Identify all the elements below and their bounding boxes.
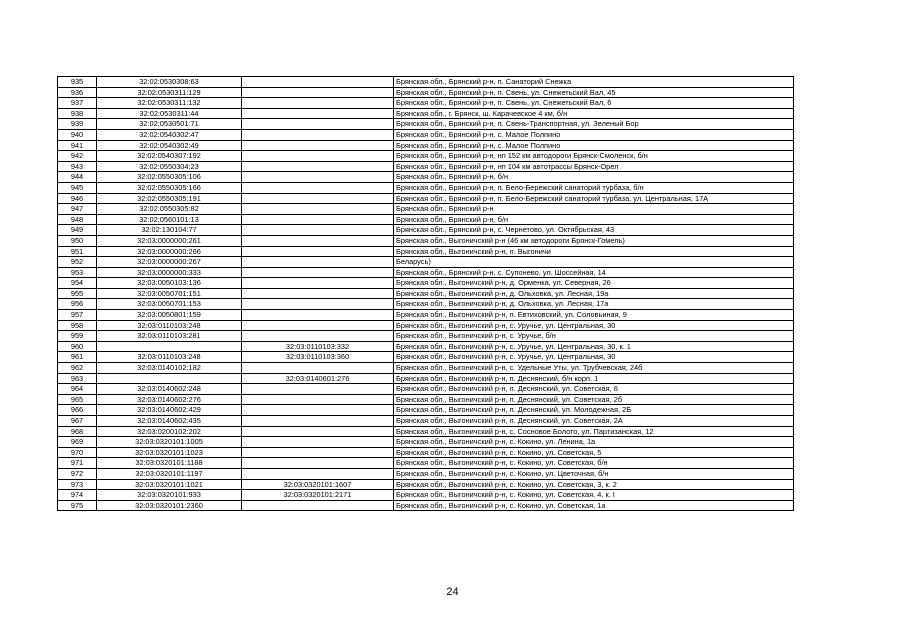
related-number-cell bbox=[242, 119, 394, 130]
cadastral-number-cell bbox=[97, 373, 242, 384]
related-number-cell bbox=[242, 172, 394, 183]
table-row bbox=[58, 182, 794, 193]
address-cell: Брянская обл., Выгоничский р-н (46 км автодороги Брянск-Гомель) bbox=[394, 235, 794, 246]
table-row bbox=[58, 257, 794, 268]
page-number: 24 bbox=[446, 586, 459, 598]
cadastral-number-cell: 32:03:0000000:333 bbox=[97, 267, 242, 278]
row-number-cell: 970 bbox=[58, 447, 97, 458]
row-number-cell: 969 bbox=[58, 437, 97, 448]
table-row bbox=[58, 320, 794, 331]
row-number-cell: 965 bbox=[58, 394, 97, 405]
related-number-cell bbox=[242, 235, 394, 246]
related-number-cell bbox=[242, 87, 394, 98]
row-number-cell: 945 bbox=[58, 182, 97, 193]
row-number-cell: 975 bbox=[58, 500, 97, 511]
address-cell: Брянская обл., Выгоничский р-н, д. Ольховка, ул. Лесная, 17а bbox=[394, 299, 794, 310]
table-row bbox=[58, 437, 794, 448]
related-number-cell bbox=[242, 384, 394, 395]
address-cell: Брянская обл., Выгоничский р-н, п. Деснянский, ул. Советская, 6 bbox=[394, 384, 794, 395]
related-number-cell bbox=[242, 426, 394, 437]
row-number-cell: 961 bbox=[58, 352, 97, 363]
address-cell: Брянская обл., Выгоничский р-н, д. Орменка, ул. Северная, 26 bbox=[394, 278, 794, 289]
table-row bbox=[58, 172, 794, 183]
related-number-cell: 32:03:0320101:1607 bbox=[242, 479, 394, 490]
related-number-cell bbox=[242, 214, 394, 225]
table-row bbox=[58, 108, 794, 119]
cadastral-number-cell: 32:02:0540302:47 bbox=[97, 129, 242, 140]
table-row bbox=[58, 500, 794, 511]
cadastral-number-cell: 32:03:0140602:248 bbox=[97, 384, 242, 395]
row-number-cell: 971 bbox=[58, 458, 97, 469]
related-number-cell bbox=[242, 500, 394, 511]
row-number-cell: 967 bbox=[58, 416, 97, 427]
table-row bbox=[58, 161, 794, 172]
address-cell: Брянская обл., Выгоничский р-н, п. Евтиховский, ул. Соловьиная, 9 bbox=[394, 310, 794, 321]
address-cell: Брянская обл., Выгоничский р-н, п. Деснянский, б/н корп. 1 bbox=[394, 373, 794, 384]
address-cell: Брянская обл., Брянский р-н, б/н bbox=[394, 172, 794, 183]
row-number-cell: 947 bbox=[58, 204, 97, 215]
cadastral-number-cell: 32:02:0540307:192 bbox=[97, 151, 242, 162]
table-row bbox=[58, 405, 794, 416]
table-row bbox=[58, 468, 794, 479]
related-number-cell bbox=[242, 416, 394, 427]
row-number-cell: 942 bbox=[58, 151, 97, 162]
address-cell: Брянская обл., Брянский р-н, п. Санаторий Снежка bbox=[394, 77, 794, 88]
cadastral-number-cell: 32:03:0050701:153 bbox=[97, 299, 242, 310]
cadastral-table bbox=[57, 76, 794, 511]
related-number-cell bbox=[242, 437, 394, 448]
address-cell: Брянская обл., Брянский р-н, п. Свень-Транспортная, ул. Зеленый Бор bbox=[394, 119, 794, 130]
table-row bbox=[58, 447, 794, 458]
row-number-cell: 959 bbox=[58, 331, 97, 342]
row-number-cell: 952 bbox=[58, 257, 97, 268]
table-row bbox=[58, 119, 794, 130]
row-number-cell: 963 bbox=[58, 373, 97, 384]
cadastral-number-cell: 32:02:0550305:166 bbox=[97, 182, 242, 193]
address-cell: Брянская обл., Выгоничский р-н, с. Кокино, ул. Советская, 1а bbox=[394, 500, 794, 511]
row-number-cell: 957 bbox=[58, 310, 97, 321]
table-row bbox=[58, 384, 794, 395]
address-cell: Брянская обл., Брянский р-н, с. Супонево, ул. Шоссейная, 14 bbox=[394, 267, 794, 278]
address-cell: Брянская обл., Выгоничский р-н, с. Уручье, б/н bbox=[394, 331, 794, 342]
address-cell: Брянская обл., Выгоничский р-н, с. Уручье, ул. Центральная, 30 bbox=[394, 352, 794, 363]
row-number-cell: 956 bbox=[58, 299, 97, 310]
address-cell: Брянская обл., Брянский р-н, б/н bbox=[394, 214, 794, 225]
cadastral-number-cell: 32:03:0000000:261 bbox=[97, 235, 242, 246]
row-number-cell: 966 bbox=[58, 405, 97, 416]
related-number-cell bbox=[242, 77, 394, 88]
related-number-cell bbox=[242, 468, 394, 479]
row-number-cell: 960 bbox=[58, 341, 97, 352]
row-number-cell: 938 bbox=[58, 108, 97, 119]
row-number-cell: 953 bbox=[58, 267, 97, 278]
cadastral-number-cell: 32:02:130104:77 bbox=[97, 225, 242, 236]
related-number-cell bbox=[242, 246, 394, 257]
address-cell: Брянская обл., Брянский р-н, нп 152 км автодороги Брянск-Смоленск, б/н bbox=[394, 151, 794, 162]
address-cell: Брянская обл., Брянский р-н, п. Бело-Бережский санаторий турбаза, б/н bbox=[394, 182, 794, 193]
related-number-cell bbox=[242, 98, 394, 109]
row-number-cell: 941 bbox=[58, 140, 97, 151]
table-row bbox=[58, 288, 794, 299]
related-number-cell bbox=[242, 394, 394, 405]
cadastral-number-cell: 32:03:0200102:202 bbox=[97, 426, 242, 437]
address-cell: Брянская обл., Выгоничский р-н, п. Выгоничи bbox=[394, 246, 794, 257]
address-cell: Брянская обл., Выгоничский р-н, с. Кокино, ул. Советская, б/н bbox=[394, 458, 794, 469]
related-number-cell bbox=[242, 363, 394, 374]
address-cell: Брянская обл., Выгоничский р-н, с. Кокино, ул. Советская, 3, к. 2 bbox=[394, 479, 794, 490]
related-number-cell: 32:03:0320101:2171 bbox=[242, 490, 394, 501]
table-row bbox=[58, 87, 794, 98]
cadastral-number-cell: 32:03:0050701:151 bbox=[97, 288, 242, 299]
table-row bbox=[58, 490, 794, 501]
address-cell: Брянская обл., Выгоничский р-н, с. Кокино, ул. Советская, 4, к. I bbox=[394, 490, 794, 501]
row-number-cell: 946 bbox=[58, 193, 97, 204]
row-number-cell: 974 bbox=[58, 490, 97, 501]
table-row bbox=[58, 267, 794, 278]
address-cell: Брянская обл., Брянский р-н, с. Малое Полпино bbox=[394, 129, 794, 140]
table-row bbox=[58, 352, 794, 363]
related-number-cell: 32:03:0110103:360 bbox=[242, 352, 394, 363]
related-number-cell: 32:03:0140601:276 bbox=[242, 373, 394, 384]
cadastral-number-cell: 32:02:0560101:13 bbox=[97, 214, 242, 225]
table-row bbox=[58, 426, 794, 437]
row-number-cell: 955 bbox=[58, 288, 97, 299]
related-number-cell bbox=[242, 108, 394, 119]
cadastral-number-cell: 32:03:0140602:429 bbox=[97, 405, 242, 416]
row-number-cell: 972 bbox=[58, 468, 97, 479]
address-cell: Брянская обл., Выгоничский р-н, п. Деснянский, ул. Советская, 2б bbox=[394, 394, 794, 405]
address-cell: Брянская обл., Брянский р-н, п. Свень, ул. Снежетьский Вал, 6 bbox=[394, 98, 794, 109]
cadastral-number-cell: 32:02:0550305:191 bbox=[97, 193, 242, 204]
cadastral-number-cell: 32:02:0540302:49 bbox=[97, 140, 242, 151]
address-cell: Брянская обл., Брянский р-н bbox=[394, 204, 794, 215]
related-number-cell bbox=[242, 447, 394, 458]
cadastral-number-cell: 32:03:0320101:1005 bbox=[97, 437, 242, 448]
related-number-cell bbox=[242, 161, 394, 172]
related-number-cell bbox=[242, 129, 394, 140]
related-number-cell bbox=[242, 288, 394, 299]
table-row bbox=[58, 235, 794, 246]
table-row bbox=[58, 278, 794, 289]
table-row bbox=[58, 77, 794, 88]
related-number-cell bbox=[242, 458, 394, 469]
cadastral-number-cell: 32:03:0320101:1023 bbox=[97, 447, 242, 458]
address-cell: Брянская обл., Брянский р-н, нп 104 км автотрассы Брянск-Орел bbox=[394, 161, 794, 172]
address-cell: Брянская обл., Выгоничский р-н, с. Уручье, ул. Центральная, 30, к. 1 bbox=[394, 341, 794, 352]
address-cell: Брянская обл., Выгоничский р-н, п. Деснянский, ул. Молодежная, 2Б bbox=[394, 405, 794, 416]
row-number-cell: 968 bbox=[58, 426, 97, 437]
row-number-cell: 954 bbox=[58, 278, 97, 289]
row-number-cell: 973 bbox=[58, 479, 97, 490]
related-number-cell bbox=[242, 193, 394, 204]
table-row bbox=[58, 310, 794, 321]
cadastral-number-cell: 32:03:0000000:266 bbox=[97, 246, 242, 257]
cadastral-number-cell: 32:03:0050103:136 bbox=[97, 278, 242, 289]
address-cell: Брянская обл., Брянский р-н, с. Малое Полпино bbox=[394, 140, 794, 151]
cadastral-number-cell: 32:02:0530311:129 bbox=[97, 87, 242, 98]
cadastral-number-cell: 32:02:0530501:71 bbox=[97, 119, 242, 130]
row-number-cell: 940 bbox=[58, 129, 97, 140]
related-number-cell bbox=[242, 278, 394, 289]
cadastral-number-cell: 32:03:0320101:933 bbox=[97, 490, 242, 501]
address-cell: Брянская обл., Выгоничский р-н, с. Кокино, ул. Советская, 5 bbox=[394, 447, 794, 458]
related-number-cell bbox=[242, 225, 394, 236]
cadastral-number-cell: 32:02:0550304:23 bbox=[97, 161, 242, 172]
related-number-cell bbox=[242, 320, 394, 331]
address-cell: Брянская обл., Брянский р-н, п. Бело-Бережский санаторий турбаза, ул. Центральная, 17А bbox=[394, 193, 794, 204]
address-cell: Брянская обл., г. Брянск, ш. Карачевское 4 км, б/н bbox=[394, 108, 794, 119]
related-number-cell bbox=[242, 267, 394, 278]
table-row bbox=[58, 458, 794, 469]
table-row bbox=[58, 246, 794, 257]
cadastral-number-cell: 32:03:0320101:1021 bbox=[97, 479, 242, 490]
row-number-cell: 944 bbox=[58, 172, 97, 183]
cadastral-number-cell: 32:03:0320101:1188 bbox=[97, 458, 242, 469]
row-number-cell: 964 bbox=[58, 384, 97, 395]
cadastral-number-cell: 32:02:0530311:44 bbox=[97, 108, 242, 119]
table-body bbox=[58, 77, 794, 511]
cadastral-number-cell: 32:03:0140602:276 bbox=[97, 394, 242, 405]
row-number-cell: 936 bbox=[58, 87, 97, 98]
row-number-cell: 948 bbox=[58, 214, 97, 225]
row-number-cell: 949 bbox=[58, 225, 97, 236]
table-row bbox=[58, 151, 794, 162]
address-cell: Брянская обл., Выгоничский р-н, с. Кокино, ул. Ленина, 1а bbox=[394, 437, 794, 448]
table-row bbox=[58, 225, 794, 236]
cadastral-number-cell: 32:02:0550305:106 bbox=[97, 172, 242, 183]
table-row bbox=[58, 129, 794, 140]
address-cell: Брянская обл., Брянский р-н, п. Свень, ул. Снежетьский Вал, 45 bbox=[394, 87, 794, 98]
cadastral-number-cell: 32:02:0530311:132 bbox=[97, 98, 242, 109]
cadastral-number-cell: 32:03:0320101:2360 bbox=[97, 500, 242, 511]
cadastral-number-cell: 32:03:0110103:248 bbox=[97, 320, 242, 331]
table-row bbox=[58, 363, 794, 374]
table-row bbox=[58, 479, 794, 490]
address-cell: Брянская обл., Выгоничский р-н, с. Сосновое Болото, ул. Партизанская, 12 bbox=[394, 426, 794, 437]
table-row bbox=[58, 299, 794, 310]
related-number-cell bbox=[242, 204, 394, 215]
address-cell: Брянская обл., Выгоничский р-н, с. Уручье, ул. Центральная, 30 bbox=[394, 320, 794, 331]
table-row bbox=[58, 140, 794, 151]
related-number-cell bbox=[242, 257, 394, 268]
related-number-cell: 32:03:0110103:332 bbox=[242, 341, 394, 352]
related-number-cell bbox=[242, 182, 394, 193]
row-number-cell: 937 bbox=[58, 98, 97, 109]
cadastral-number-cell: 32:02:0530308:63 bbox=[97, 77, 242, 88]
address-cell: Брянская обл., Выгоничский р-н, с. Кокино, ул. Цветочная, б/н bbox=[394, 468, 794, 479]
related-number-cell bbox=[242, 151, 394, 162]
cadastral-number-cell: 32:03:0050801:159 bbox=[97, 310, 242, 321]
cadastral-number-cell: 32:03:0140602:435 bbox=[97, 416, 242, 427]
address-cell: Брянская обл., Выгоничский р-н, с. Удельные Уты, ул. Трубчевская, 24б bbox=[394, 363, 794, 374]
table-row bbox=[58, 394, 794, 405]
address-cell: Брянская обл., Выгоничский р-н, п. Деснянский, ул. Советская, 2А bbox=[394, 416, 794, 427]
table-row bbox=[58, 204, 794, 215]
related-number-cell bbox=[242, 310, 394, 321]
row-number-cell: 950 bbox=[58, 235, 97, 246]
row-number-cell: 943 bbox=[58, 161, 97, 172]
table-row bbox=[58, 98, 794, 109]
row-number-cell: 935 bbox=[58, 77, 97, 88]
related-number-cell bbox=[242, 331, 394, 342]
cadastral-number-cell: 32:02:0550305:82 bbox=[97, 204, 242, 215]
table-row bbox=[58, 416, 794, 427]
row-number-cell: 951 bbox=[58, 246, 97, 257]
cadastral-number-cell: 32:03:0320101:1197 bbox=[97, 468, 242, 479]
related-number-cell bbox=[242, 299, 394, 310]
related-number-cell bbox=[242, 140, 394, 151]
cadastral-number-cell bbox=[97, 341, 242, 352]
address-cell: Брянская обл., Брянский р-н, с. Чернетово, ул. Октябрьская, 43 bbox=[394, 225, 794, 236]
table-row bbox=[58, 341, 794, 352]
table-row bbox=[58, 331, 794, 342]
table-row bbox=[58, 193, 794, 204]
row-number-cell: 939 bbox=[58, 119, 97, 130]
cadastral-number-cell: 32:03:0000000:267 bbox=[97, 257, 242, 268]
table-row bbox=[58, 373, 794, 384]
cadastral-number-cell: 32:03:0140102:182 bbox=[97, 363, 242, 374]
related-number-cell bbox=[242, 405, 394, 416]
table-row bbox=[58, 214, 794, 225]
cadastral-number-cell: 32:03:0110103:281 bbox=[97, 331, 242, 342]
row-number-cell: 962 bbox=[58, 363, 97, 374]
address-cell: Беларусь) bbox=[394, 257, 794, 268]
cadastral-number-cell: 32:03:0110103:248 bbox=[97, 352, 242, 363]
row-number-cell: 958 bbox=[58, 320, 97, 331]
address-cell: Брянская обл., Выгоничский р-н, д. Ольховка, ул. Лесная, 19а bbox=[394, 288, 794, 299]
